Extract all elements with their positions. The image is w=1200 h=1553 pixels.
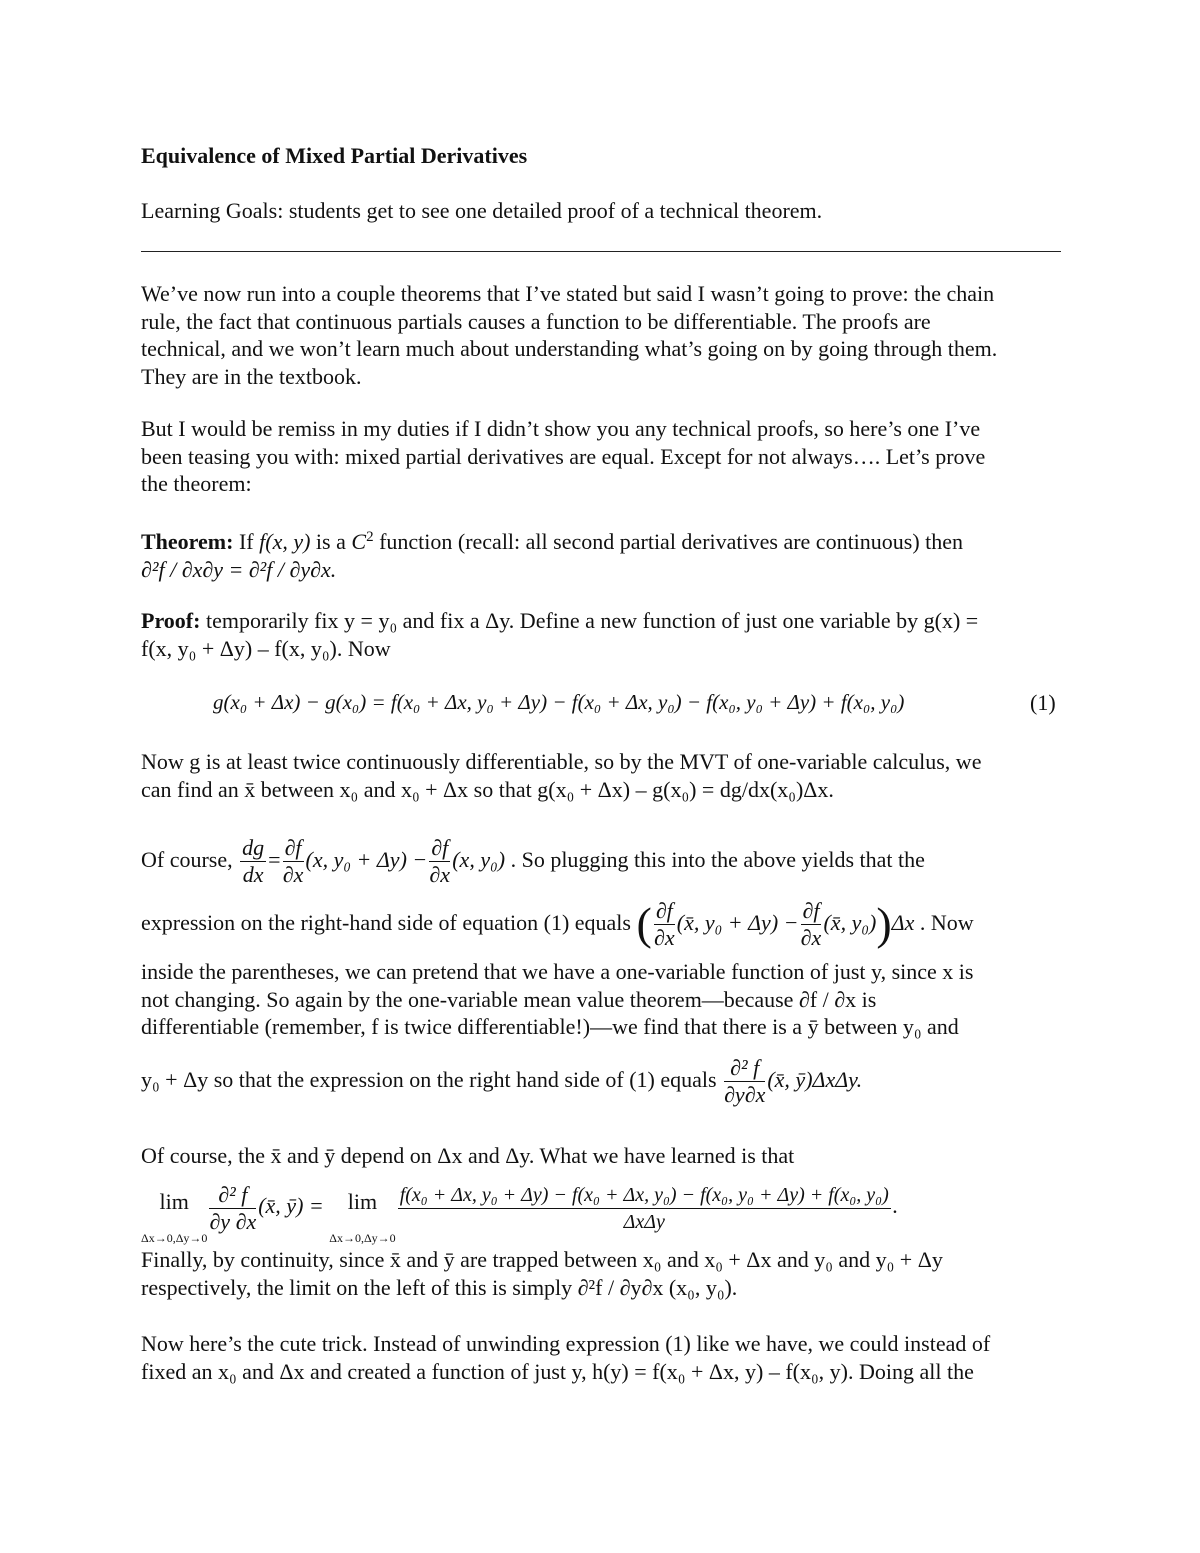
text-run: function (recall: all second partial derivatives are continuous) then: [373, 529, 964, 554]
text-line: Now here’s the cute trick. Instead of unwinding expression (1) like we have, we could instead of: [141, 1331, 991, 1356]
lim-label: lim: [159, 1189, 189, 1214]
paragraph-mvt: [141, 748, 1061, 803]
limit-right: [329, 1172, 395, 1244]
math-run: (x, y₀): [452, 847, 506, 872]
paragraph-second-mvt: [141, 958, 1061, 1041]
paren-left: (: [636, 898, 652, 949]
proof-label: Proof:: [141, 608, 201, 633]
text-run: If: [233, 529, 260, 554]
fraction-df-dx: [283, 835, 304, 888]
denominator: ∂y∂x: [724, 1082, 766, 1108]
paragraph-intro: [141, 280, 1061, 390]
text-line: But I would be remiss in my duties if I didn’t show you any technical proofs, so here’s one I’ve: [141, 416, 981, 441]
lim-label: lim: [347, 1189, 378, 1214]
expression-line: [141, 894, 1061, 953]
math-run: (x̄, y₀ + Δy) −: [676, 910, 799, 935]
math-fxy: f(x, y): [259, 529, 311, 554]
text-line: Finally, by continuity, since x̄ and ȳ are trapped between x₀ and x₀ + Δx and y₀ and y₀ + Δy: [141, 1247, 943, 1272]
numerator: ∂f: [284, 835, 302, 861]
denominator: dx: [242, 862, 264, 888]
page-title: Equivalence of Mixed Partial Derivatives: [141, 143, 528, 168]
text-line: not changing. So again by the one-variable mean value theorem—because ∂f / ∂x is: [141, 986, 877, 1012]
math-run: (x̄, ȳ) =: [258, 1193, 324, 1219]
equation-number: (1): [1030, 690, 1056, 715]
text-line: fixed an x₀ and Δx and created a function of just y, h(y) = f(x₀ + Δx, y) – f(x₀, y). Doing all the: [141, 1358, 974, 1384]
text-run: . Now: [914, 910, 974, 935]
text-line: respectively, the limit on the left of this is simply ∂²f / ∂y∂x (x₀, y₀).: [141, 1274, 738, 1300]
text-line: [141, 607, 1061, 635]
fraction-df-dx: [654, 898, 675, 951]
horizontal-divider: [141, 251, 1061, 252]
limit-equation: [141, 1172, 898, 1244]
limit-left: [141, 1172, 207, 1244]
paragraph-motivation: [141, 415, 1061, 498]
text-line: rule, the fact that continuous partials causes a function to be differentiable. The proofs are: [141, 308, 931, 334]
math-run: (x̄, y₀): [823, 910, 877, 935]
numerator: ∂² f: [209, 1182, 256, 1209]
fraction-difference-quotient: [398, 1182, 891, 1235]
theorem-formula: ∂²f / ∂x∂y = ∂²f / ∂y∂x.: [141, 556, 337, 582]
math-run: (x̄, ȳ)ΔxΔy.: [767, 1067, 863, 1092]
text-run: is a: [310, 529, 352, 554]
lim-subscript: Δx→0,Δy→0: [329, 1231, 396, 1245]
text-run: Of course,: [141, 847, 239, 872]
fraction-d2f-dydx: [209, 1182, 256, 1235]
numerator: ∂² f: [724, 1055, 765, 1082]
fraction-dg-dx: [240, 835, 266, 888]
denominator: ∂x: [653, 925, 675, 951]
math-run: (x, y₀ + Δy) −: [305, 847, 428, 872]
text-run: y₀ + Δy so that the expression on the right hand side of (1) equals: [141, 1067, 723, 1092]
proof-start: [141, 607, 1061, 662]
text-line: differentiable (remember, f is twice differentiable!)—we find that there is a ȳ between y₀ and: [141, 1014, 959, 1039]
text-line: can find an x̄ between x₀ and x₀ + Δx so that g(x₀ + Δx) – g(x₀) = dg/dx(x₀)Δx.: [141, 776, 834, 802]
text-line: Now g is at least twice continuously differentiable, so by the MVT of one-variable calculus, we: [141, 749, 982, 774]
numerator: ∂f: [655, 898, 673, 924]
text-line: [141, 524, 1061, 556]
numerator: ∂f: [802, 898, 820, 924]
denominator: ∂x: [429, 862, 451, 888]
text-line: They are in the textbook.: [141, 363, 362, 389]
text-run: temporarily fix y = y₀ and fix a Δy. Define a new function of just one variable by g(x) =: [200, 608, 979, 633]
text-line: the theorem:: [141, 471, 252, 496]
math-run: Δx: [891, 910, 915, 935]
paragraph-learned: Of course, the x̄ and ȳ depend on Δx and Δy. What we have learned is that: [141, 1143, 795, 1168]
lim-subscript: Δx→0,Δy→0: [141, 1231, 208, 1245]
numerator: dg: [242, 835, 265, 861]
fraction-df-dx: [429, 835, 450, 888]
result-line: [141, 1052, 1061, 1108]
fraction-d2f-dydx: [724, 1055, 765, 1108]
text-line: been teasing you with: mixed partial derivatives are equal. Except for not always…. Let’s prove: [141, 443, 986, 469]
paren-right: ): [876, 898, 892, 949]
period: .: [892, 1193, 899, 1219]
theorem-statement: [141, 524, 1061, 583]
text-line: f(x, y₀ + Δy) – f(x, y₀). Now: [141, 635, 391, 661]
text-run: . So plugging this into the above yields that the: [505, 847, 925, 872]
denominator: ΔxΔy: [623, 1210, 665, 1233]
numerator: f(x₀ + Δx, y₀ + Δy) − f(x₀ + Δx, y₀) − f(x₀, y₀ + Δy) + f(x₀, y₀): [398, 1182, 891, 1209]
numerator: ∂f: [431, 835, 449, 861]
paragraph-cute-trick: [141, 1330, 1061, 1385]
text-line: We’ve now run into a couple theorems that I’ve stated but said I wasn’t going to prove: the chain: [141, 281, 995, 306]
denominator: ∂x: [282, 862, 304, 888]
equation-1: g(x₀ + Δx) − g(x₀) = f(x₀ + Δx, y₀ + Δy) − f(x₀ + Δx, y₀) − f(x₀, y₀ + Δy) + f(x₀, y₀): [213, 690, 905, 714]
math-exponent: 2: [366, 529, 374, 545]
theorem-label: Theorem:: [141, 529, 234, 554]
paragraph-continuity: [141, 1246, 1061, 1301]
fraction-df-dx: [801, 898, 822, 951]
of-course-line: Of course, $\frac{dg}{dx}$ = $\frac{\partial f}{\partial x}$ (x, y₀ + Δy) − $\frac{\partial f}{\partial x}$ (x, y₀) . So plugging this into the above yields that the: [141, 835, 925, 888]
text-line: technical, and we won’t learn much about understanding what’s going on by going through them.: [141, 336, 998, 361]
text-run: expression on the right-hand side of equation (1) equals: [141, 910, 637, 935]
text-line: inside the parentheses, we can pretend that we have a one-variable function of just y, since x is: [141, 959, 974, 984]
denominator: ∂y ∂x: [209, 1208, 257, 1234]
math-c: C: [351, 529, 367, 554]
learning-goals: Learning Goals: students get to see one detailed proof of a technical theorem.: [141, 198, 823, 223]
denominator: ∂x: [800, 925, 822, 951]
